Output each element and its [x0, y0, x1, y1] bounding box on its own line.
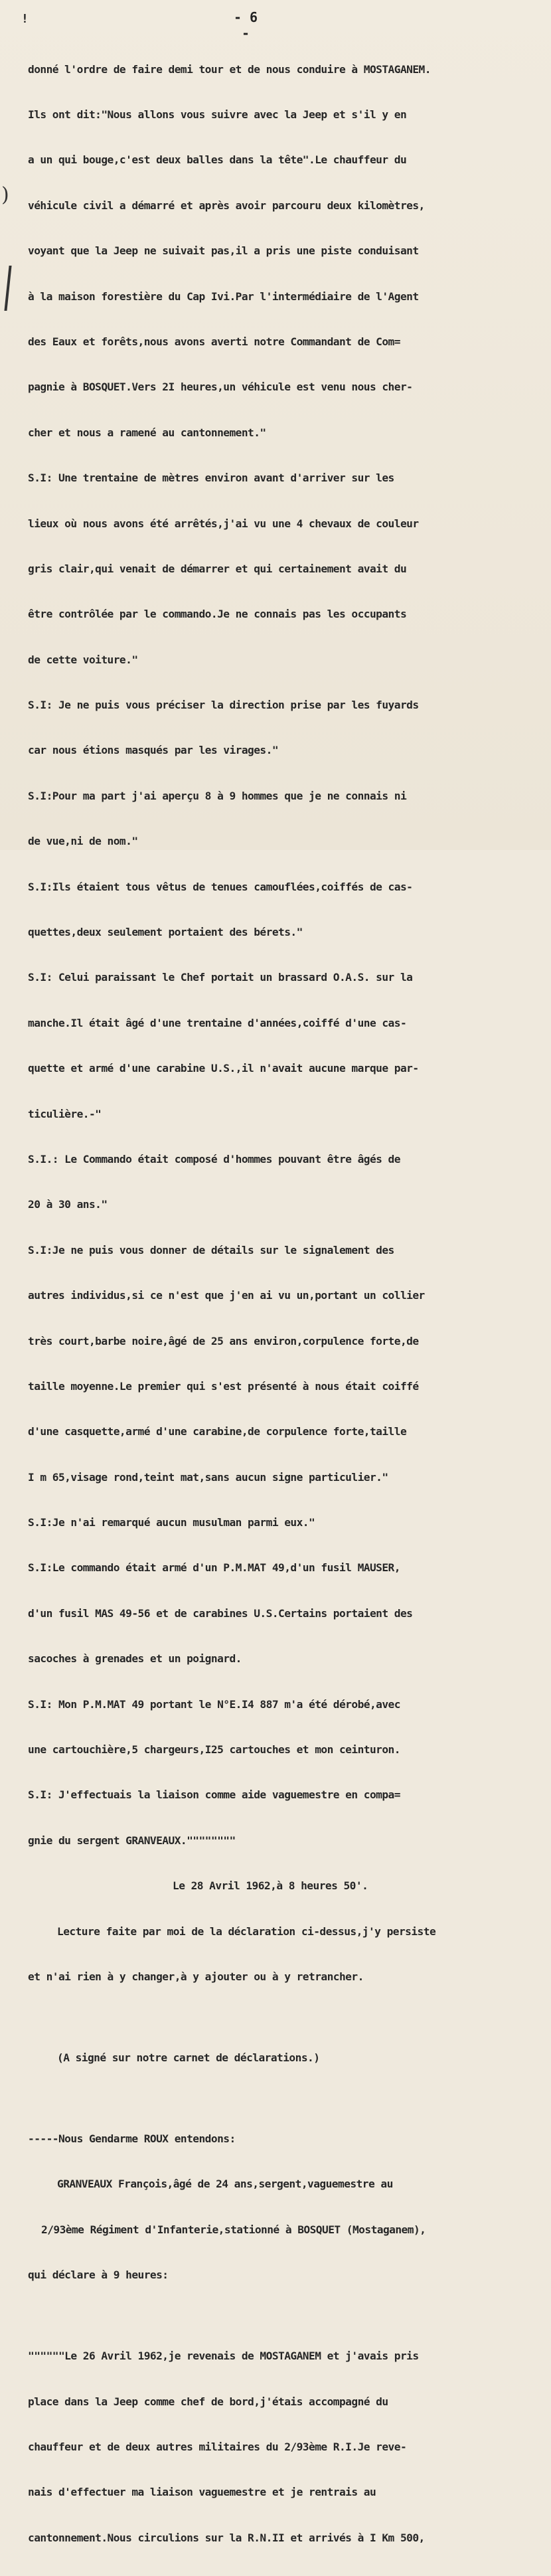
statement-line: S.I: Mon P.M.MAT 49 portant le N°E.I4 887 m'a été dérobé,avec — [28, 1697, 400, 1711]
date-line: Le 28 Avril 1962,à 8 heures 50'. — [173, 1879, 368, 1893]
text-line: véhicule civil a démarré et après avoir parcouru deux kilomètres, — [28, 199, 425, 212]
text-line: GRANVEAUX François,âgé de 24 ans,sergent,vaguemestre au — [57, 2178, 393, 2191]
text-line: ticulière.-" — [28, 1107, 102, 1120]
text-line: 2/93ème Régiment d'Infanterie,stationné à BOSQUET (Mostaganem), — [41, 2223, 426, 2236]
text-line: quette et armé d'une carabine U.S.,il n'avait aucune marque par- — [28, 1062, 419, 1075]
text-line: et n'ai rien à y changer,à y ajouter ou à y retrancher. — [28, 1970, 364, 1983]
margin-mark: ! — [21, 12, 29, 26]
text-line: voyant que la Jeep ne suivait pas,il a pris une piste conduisant — [28, 244, 419, 258]
text-line: lieux où nous avons été arrêtés,j'ai vu une 4 chevaux de couleur — [28, 517, 419, 530]
text-line: d'une casquette,armé d'une carabine,de corpulence forte,taille — [28, 1425, 407, 1438]
text-line: des Eaux et forêts,nous avons averti notre Commandant de Com= — [28, 335, 400, 348]
statement-line: S.I:Ils étaient tous vêtus de tenues camouflées,coiffés de cas- — [28, 880, 413, 893]
page-number: - 6 - — [233, 9, 258, 41]
text-line: Lecture faite par moi de la déclaration ci-dessus,j'y persiste — [57, 1925, 436, 1938]
text-line: de cette voiture." — [28, 653, 138, 666]
statement-line: S.I: Celui paraissant le Chef portait un brassard O.A.S. sur la — [28, 971, 413, 984]
statement-line: S.I:Je ne puis vous donner de détails sur le signalement des — [28, 1243, 394, 1256]
text-line: donné l'ordre de faire demi tour et de nous conduire à MOSTAGANEM. — [28, 62, 431, 76]
margin-annotation-line — [4, 266, 11, 311]
text-line: I m 65,visage rond,teint mat,sans aucun signe particulier." — [28, 1470, 388, 1484]
text-line: Ils ont dit:"Nous allons vous suivre avec la Jeep et s'il y en — [28, 108, 407, 121]
text-line: pagnie à BOSQUET.Vers 2I heures,un véhicule est venu nous cher- — [28, 381, 413, 394]
statement-line: S.I: J'effectuais la liaison comme aide vaguemestre en compa= — [28, 1788, 400, 1802]
text-line: gnie du sergent GRANVEAUX."""""""" — [28, 1834, 236, 1847]
text-line: de vue,ni de nom." — [28, 835, 138, 848]
text-line: qui déclare à 9 heures: — [28, 2269, 169, 2282]
text-line: une cartouchière,5 chargeurs,I25 cartouches et mon ceinturon. — [28, 1743, 400, 1757]
signature-note: (A signé sur notre carnet de déclarations.) — [57, 2051, 320, 2064]
text-line: d'un fusil MAS 49-56 et de carabines U.S.Certains portaient des — [28, 1606, 413, 1620]
text-line: cher et nous a ramené au cantonnement." — [28, 426, 266, 439]
statement-line: S.I:Le commando était armé d'un P.M.MAT 49,d'un fusil MAUSER, — [28, 1561, 400, 1575]
statement-line: S.I: Une trentaine de mètres environ avant d'arriver sur les — [28, 472, 394, 485]
text-line: très court,barbe noire,âgé de 25 ans environ,corpulence forte,de — [28, 1334, 419, 1347]
margin-parenthesis: ) — [1, 183, 9, 207]
statement-line: S.I: Je ne puis vous préciser la direction prise par les fuyards — [28, 699, 419, 712]
text-line: chauffeur et de deux autres militaires du 2/93ème R.I.Je reve- — [28, 2440, 407, 2453]
text-line: place dans la Jeep comme chef de bord,j'étais accompagné du — [28, 2395, 388, 2408]
text-line: a un qui bouge,c'est deux balles dans la tête".Le chauffeur du — [28, 153, 407, 167]
text-line: être contrôlée par le commando.Je ne connais pas les occupants — [28, 608, 407, 621]
text-line: quettes,deux seulement portaient des bérets." — [28, 926, 303, 939]
text-line: nais d'effectuer ma liaison vaguemestre et je rentrais au — [28, 2486, 376, 2499]
statement-line: S.I:Pour ma part j'ai aperçu 8 à 9 hommes que je ne connais ni — [28, 789, 407, 802]
section-heading: -----Nous Gendarme ROUX entendons: — [28, 2132, 236, 2145]
text-line: autres individus,si ce n'est que j'en ai vu un,portant un collier — [28, 1289, 425, 1302]
text-line: gris clair,qui venait de démarrer et qui certainement avait du — [28, 562, 407, 575]
text-line: cantonnement.Nous circulions sur la R.N.II et arrivés à I Km 500, — [28, 2531, 425, 2544]
text-line: taille moyenne.Le premier qui s'est présenté à nous était coiffé — [28, 1379, 419, 1393]
text-line: sacoches à grenades et un poignard. — [28, 1652, 242, 1666]
text-line: 20 à 30 ans." — [28, 1198, 108, 1211]
text-line: """"""Le 26 Avril 1962,je revenais de MOSTAGANEM et j'avais pris — [28, 2350, 419, 2363]
text-line: car nous étions masqués par les virages." — [28, 744, 279, 757]
statement-line: S.I:Je n'ai remarqué aucun musulman parmi eux." — [28, 1516, 315, 1529]
statement-line: S.I.: Le Commando était composé d'hommes pouvant être âgés de — [28, 1152, 400, 1165]
text-line: à la maison forestière du Cap Ivi.Par l'intermédiaire de l'Agent — [28, 290, 419, 303]
document-body — [28, 32, 544, 2576]
text-line: manche.Il était âgé d'une trentaine d'années,coiffé d'une cas- — [28, 1016, 407, 1029]
